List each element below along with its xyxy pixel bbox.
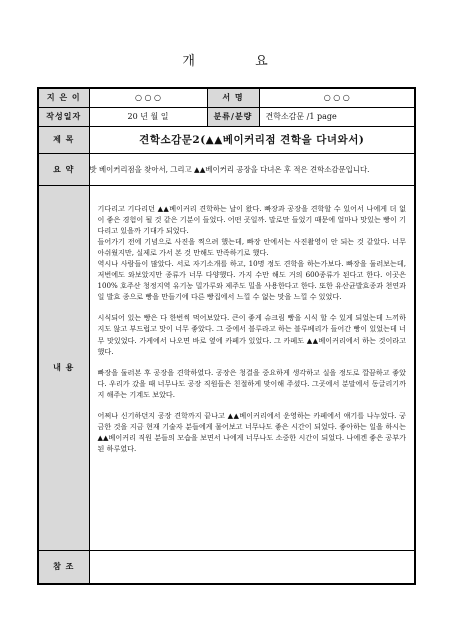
date-row bbox=[38, 107, 415, 126]
content-paragraph-4: 어쩌나 신기하던지 공장 견학까지 끝나고 ▲▲베이커리에서 운영하는 카페에서 얘기를 나누었다. 궁금한 것을 지금 현재 기술자 분들에게 물어보고 너무나도 좋은 시간이 되었다. 좋아하는 일을 하시는 ▲▲베이커리 직원 분들의 모습을 보면서 나에게 너무나도 소중한 시간이 되었다. 나에겐 좋은 공부가 된 하루였다. bbox=[97, 411, 406, 454]
reference-value bbox=[89, 550, 415, 584]
content-label: 내 용 bbox=[38, 185, 89, 550]
category-label: 분류/분량 bbox=[207, 107, 259, 126]
document-form-table bbox=[37, 87, 416, 585]
content-row bbox=[38, 185, 415, 550]
category-value: 견학소감문 /1 page bbox=[259, 107, 415, 126]
author-label: 지 은 이 bbox=[38, 88, 89, 107]
page-title: 개 요 bbox=[182, 54, 296, 69]
subject-label: 제 목 bbox=[38, 126, 89, 153]
author-value: ○ ○ ○ bbox=[89, 88, 207, 107]
summary-label: 요 약 bbox=[38, 153, 89, 185]
content-paragraph-1: 기다리고 기다리던 ▲▲베이커리 견학하는 날이 왔다. 빠장과 공장을 견학할 수 있어서 나에게 더 없이 좋은 경험이 될 것 같은 기분이 들었다. 어떤 곳일까. 말로만 들었기 때문에 얼마나 맛있는 빵이 기다리고 있을까 기대가 되었다. 들어가기 전에 기념으로 사진을 찍으려 했는데, 빠장 안에서는 사진촬영이 안 되는 것 같았다. 너무 아쉬웠지만, 실제로 가서 본 것 만해도 만족하기로 했다. 역시나 사람들이 많았다. 서로 자기소개를 하고, 10명 정도 견학을 하는가보다. 빠장을 둘러보는데, 저번에도 와보았지만 종류가 너무 다양했다. 가지 수만 해도 거의 600종류가 된다고 한다. 이곳은 100% 호주산 청정지역 유기농 밀가루와 제주도 밀을 사용한다고 한다. 또한 유산균발효종과 천연과일 발효 종으로 빵을 만들기에 다른 빵집에서 느낄 수 없는 맛을 느낄 수 있었다. bbox=[97, 203, 406, 302]
content-paragraph-3: 빠장을 둘러본 후 공장을 견학하였다. 공장은 청결을 중요하게 생각하고 실을 정도로 깔끔하고 좋았다. 우리가 갔을 때 너무나도 공장 직원들은 친절하게 맞이해 주셨다. 그곳에서 분말에서 동글리기까지 해주는 기계도 보았다. bbox=[97, 367, 406, 399]
content-body bbox=[89, 185, 415, 550]
summary-row bbox=[38, 153, 415, 185]
subject-value: 견학소감문2(▲▲베이커리점 견학을 다녀와서) bbox=[89, 126, 415, 153]
name-value: ○ ○ ○ bbox=[259, 88, 415, 107]
name-label: 서 명 bbox=[207, 88, 259, 107]
date-value: 20 년 월 일 bbox=[89, 107, 207, 126]
reference-row bbox=[38, 550, 415, 584]
summary-value: 밧 베이커리점을 찾아서, 그리고 ▲▲베이커리 공장을 다녀온 후 적은 견학소감문입니다. bbox=[89, 153, 415, 185]
date-label: 작성일자 bbox=[38, 107, 89, 126]
reference-label: 참 조 bbox=[38, 550, 89, 584]
subject-row bbox=[38, 126, 415, 153]
author-row bbox=[38, 88, 415, 107]
content-paragraph-2: 시식되어 있는 빵은 다 한번씩 먹어보았다. 큰이 좋게 슈크림 빵을 시식 할 수 있게 되었는데 느끼하지도 않고 부드럽고 맛이 너무 좋았다. 그 중에서 블루라고 하는 블루베리가 들어간 빵이 있었는데 너무 맛있었다. 가게에서 나오면 바로 옆에 카페가 있었다. 그 카페도 ▲▲베이커리에서 하는 것이라고 했다. bbox=[97, 313, 406, 356]
